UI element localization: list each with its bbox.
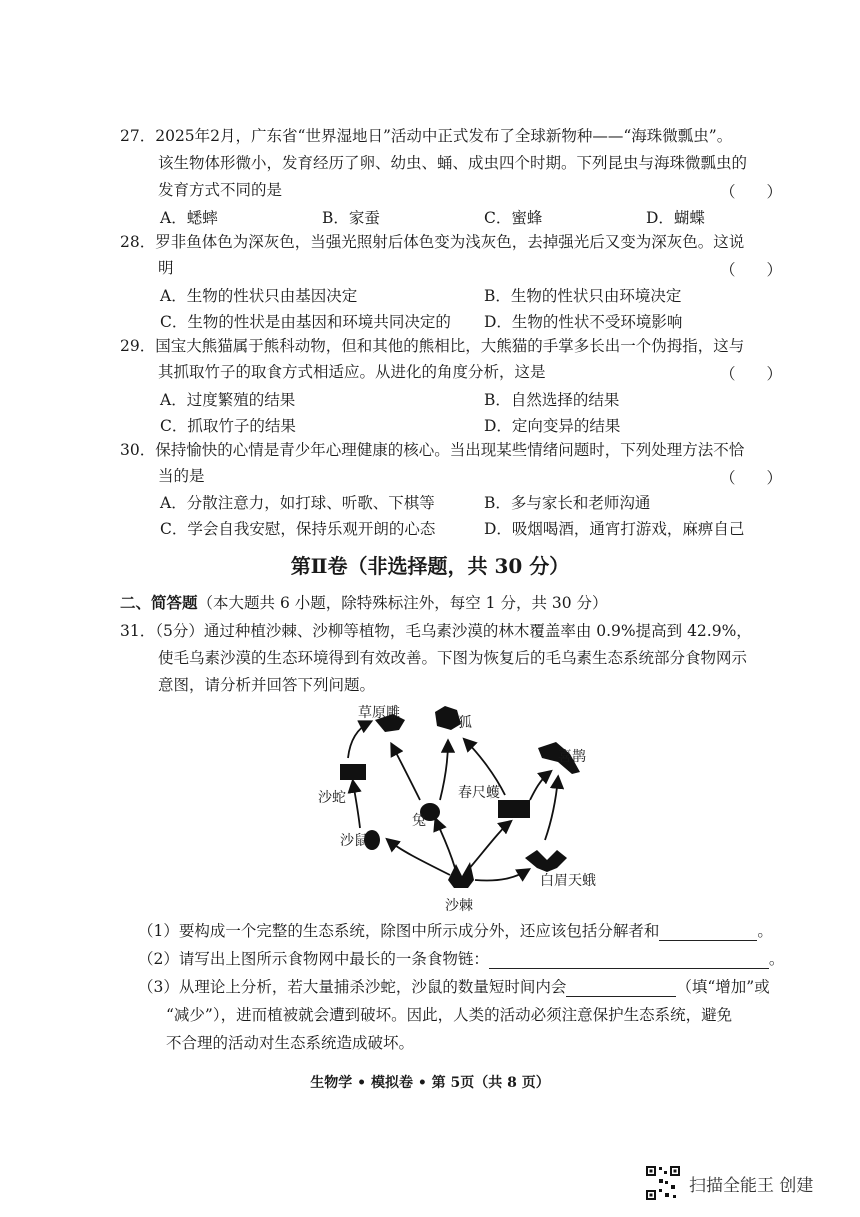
q31-sub3-blank[interactable] [566,980,676,997]
q28-line2: 明 [158,259,174,277]
label-magpie: 喜鹊 [558,749,586,765]
arrow-lizard-magpie [530,772,550,800]
q29-line2: 其抓取竹子的取食方式相适应。从进化的角度分析，这是 [158,363,546,381]
q28-line1: 28．罗非鱼体色为深灰色，当强光照射后体色变为浅灰色，去掉强光后又变为深灰色。这说 [120,233,745,251]
section-2-heading-row [120,593,608,613]
q31-sub3-row [138,977,770,997]
q31-sub3-line2: “减少”），进而植被就会遭到破坏。因此，人类的活动必须注意保护生态系统，避免 [166,1006,733,1024]
q29-option-a[interactable]: A．过度繁殖的结果 [160,391,296,409]
arrow-moth-magpie [545,778,558,840]
q28-option-d[interactable]: D．生物的性状不受环境影响 [484,313,683,331]
q27-line2: 该生物体形微小，发育经历了卵、幼虫、蛹、成虫四个时期。下列昆虫与海珠微瓢虫的 [158,154,748,172]
q30-answer-paren[interactable]: （ ） [720,469,783,487]
q31-sub1-period: 。 [757,922,773,940]
plant-icon [448,862,474,888]
q31-line2: 使毛乌素沙漠的生态环境得到有效改善。下图为恢复后的毛乌素生态系统部分食物网示 [158,649,748,667]
q31-sub2-period: 。 [768,950,785,968]
q27-option-d[interactable]: D．蝴蝶 [646,209,705,227]
q28-option-a[interactable]: A．生物的性状只由基因决定 [160,287,358,305]
q29-option-d[interactable]: D．定向变异的结果 [484,417,621,435]
q31-sub3-line3: 不合理的活动对生态系统造成破坏。 [166,1034,415,1052]
arrow-rabbit-fox [440,742,448,800]
q31-sub2-text: （2）请写出上图所示食物网中最长的一条食物链： [138,950,489,968]
q31-sub2-row [138,949,784,969]
section-2-heading: 二、简答题 [120,593,198,612]
label-lizard: 春尺蠖 [458,785,500,801]
arrow-plant-gerbil [388,840,450,875]
arrow-snake-eagle [348,722,370,758]
label-moth: 白眉天蛾 [540,873,596,889]
label-snake: 沙蛇 [318,790,346,806]
q31-sub1-text: （1）要构成一个完整的生态系统，除图中所示成分外，还应该包括分解者和 [138,922,660,940]
arrow-plant-lizard [468,822,510,870]
q28-option-b[interactable]: B．生物的性状只由环境决定 [484,287,682,305]
q27-line1: 27．2025年2月，广东省“世界湿地日”活动中正式发布了全球新物种——“海珠微瓢虫”。 [120,127,733,145]
label-fox: 狐 [458,715,472,731]
q31-line3: 意图，请分析并回答下列问题。 [158,676,376,694]
snake-hidden-box [340,764,366,780]
label-gerbil: 沙鼠 [340,833,368,849]
q31-sub3-text-a: （3）从理论上分析，若大量捕杀沙蛇，沙鼠的数量短时间内会 [138,978,567,996]
q28-answer-paren[interactable]: （ ） [720,261,783,279]
arrow-gerbil-snake [353,782,360,828]
q27-option-b[interactable]: B．家蚕 [322,209,380,227]
q27-line3: 发育方式不同的是 [158,181,283,199]
label-rabbit: 兔 [412,813,426,829]
page-footer: 生物学 • 模拟卷 • 第 5页（共 8 页） [310,1075,550,1091]
q30-option-b[interactable]: B．多与家长和老师沟通 [484,494,651,512]
arrow-rabbit-eagle [392,745,420,800]
q31-sub1-blank[interactable] [659,924,757,941]
scanner-watermark [645,1165,813,1201]
section-2-title: 第Ⅱ卷（非选择题，共 30 分） [290,554,570,578]
q29-line1: 29．国宝大熊猫属于熊科动物，但和其他的熊相比，大熊猫的手掌多长出一个伪拇指，这与 [120,337,745,355]
q31-line1: 31．（5分）通过种植沙棘、沙柳等植物，毛乌素沙漠的林木覆盖率由 0.9%提高到 42.9%， [120,622,752,640]
label-plant: 沙棘 [445,898,473,914]
q30-line2: 当的是 [158,467,205,485]
q27-option-c[interactable]: C．蜜蜂 [484,209,543,227]
moth-icon [525,850,567,872]
q30-line1: 30．保持愉快的心情是青少年心理健康的核心。当出现某些情绪问题时，下列处理方法不恰 [120,441,745,459]
q30-option-d[interactable]: D．吸烟喝酒，通宵打游戏，麻痹自己 [484,520,745,538]
section-2-heading-note: （本大题共 6 小题，除特殊标注外，每空 1 分，共 30 分） [197,594,608,612]
food-web-diagram [300,700,600,915]
q29-option-c[interactable]: C．抓取竹子的结果 [160,417,296,435]
arrow-plant-moth [475,870,528,881]
q29-answer-paren[interactable]: （ ） [720,365,783,383]
q28-option-c[interactable]: C．生物的性状是由基因和环境共同决定的 [160,313,451,331]
watermark-text: 扫描全能王 创建 [689,1175,814,1196]
q30-option-c[interactable]: C．学会自我安慰，保持乐观开朗的心态 [160,520,436,538]
label-eagle: 草原雕 [358,705,400,721]
q31-sub2-blank[interactable] [489,952,769,969]
q27-option-a[interactable]: A．蟋蟀 [160,209,218,227]
q29-option-b[interactable]: B．自然选择的结果 [484,391,620,409]
q27-answer-paren[interactable]: （ ） [720,183,783,201]
lizard-hidden-box [498,800,530,818]
q31-sub3-text-b: （填“增加”或 [676,978,770,996]
qr-code-icon [645,1165,681,1201]
arrow-plant-rabbit [436,820,455,868]
q31-sub1-row [138,921,773,941]
q30-option-a[interactable]: A．分散注意力，如打球、听歌、下棋等 [160,494,435,512]
